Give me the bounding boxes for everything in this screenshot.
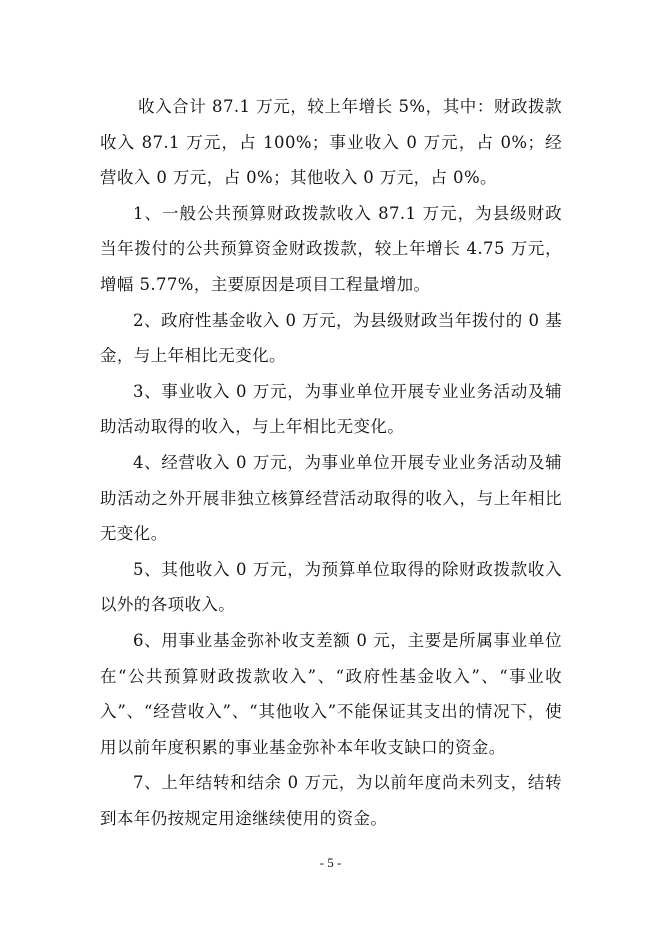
document-body [100,89,562,836]
paragraph-government-fund-income: 2、政府性基金收入 0 万元，为县级财政当年拨付的 0 基金，与上年相比无变化。 [100,310,562,366]
paragraph-business-income: 3、事业收入 0 万元，为事业单位开展专业业务活动及辅助活动取得的收入，与上年相比无变化。 [100,381,562,437]
paragraph-other-income: 5、其他收入 0 万元，为预算单位取得的除财政拨款收入以外的各项收入。 [100,559,562,615]
paragraph-business-fund-offset: 6、用事业基金弥补收支差额 0 元，主要是所属事业单位在“公共预算财政拨款收入”、“政府性基金收入”、“事业收入”、“经营收入”、“其他收入”不能保证其支出的情况下，使用以前年度积累的事业基金弥补本年收支缺口的资金。 [100,630,562,757]
paragraph-operating-income: 4、经营收入 0 万元，为事业单位开展专业业务活动及辅助活动之外开展非独立核算经营活动取得的收入，与上年相比无变化。 [100,452,562,544]
paragraph-general-budget-income: 1、一般公共预算财政拨款收入 87.1 万元，为县级财政当年拨付的公共预算资金财政拨款，较上年增长 4.75 万元，增幅 5.77%，主要原因是项目工程量增加。 [100,203,562,294]
paragraph-income-summary: 收入合计 87.1 万元，较上年增长 5%，其中：财政拨款收入 87.1 万元，占 100%；事业收入 0 万元，占 0%；经营收入 0 万元，占 0%；其他收入 0 万元，占 0%。 [100,97,562,188]
page-number: - 5 - [319,855,342,870]
paragraph-carryover-balance: 7、上年结转和结余 0 万元，为以前年度尚未列支，结转到本年仍按规定用途继续使用的资金。 [100,773,562,828]
